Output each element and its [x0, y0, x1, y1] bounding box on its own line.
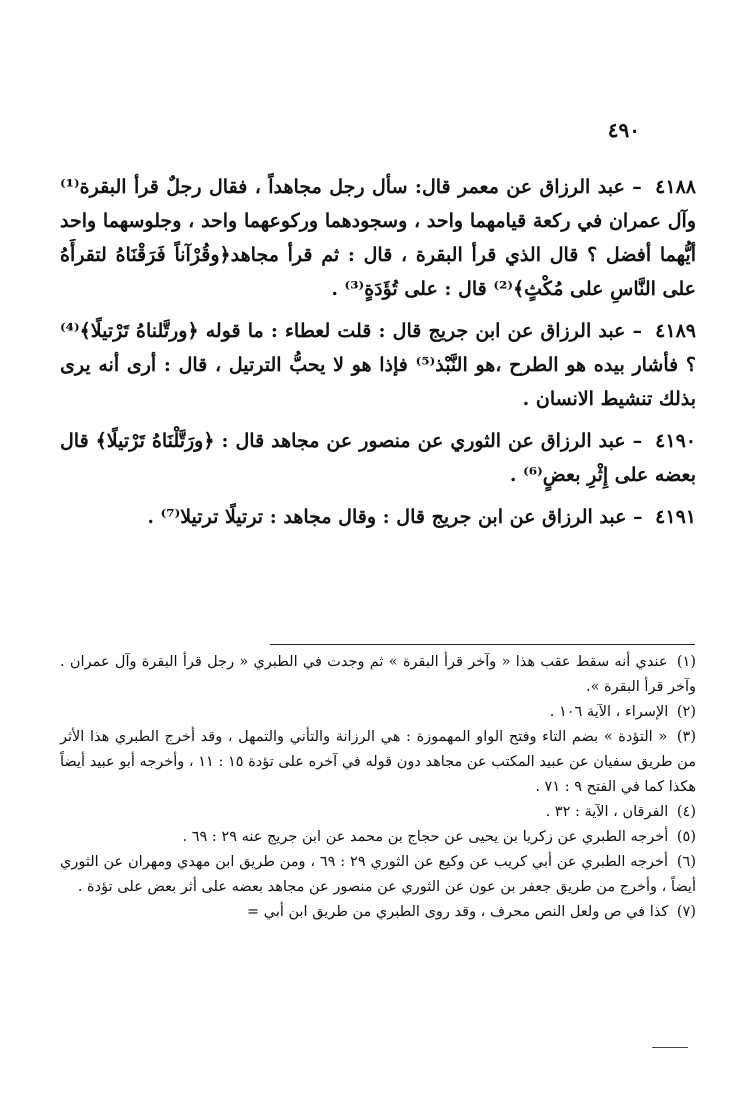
hadith-text: – عبد الرزاق عن ابن جريج قال : وقال مجاهد : ترتيلًا ترتيلا⁽⁷⁾ . [147, 506, 643, 528]
hadith-number: ٤١٩٠ [655, 430, 696, 452]
scan-mark [652, 1047, 688, 1048]
hadith-4189 [60, 314, 696, 416]
footnote-text: « التؤدة » بضم التاء وفتح الواو المهموزة : هي الرزانة والتأني والتمهل ، وقد أخرج الطبري هذا الأثر من طريق سفيان عن عبيد المكتب عن مجاهد دون قوله في آخره على تؤدة ١٥ : ١١ ، وأخرجه أبو عبيد أيضاً هكذا كما في الفتح ٩ : ٧١ . [60, 729, 696, 795]
footnote-text: الفرقان ، الآية : ٣٢ . [545, 804, 669, 820]
footnotes [60, 650, 696, 925]
footnote-divider [270, 644, 695, 645]
footnote-3 [60, 725, 696, 800]
footnote-number: (٦) [676, 854, 697, 870]
footnote-number: (١) [676, 654, 697, 670]
footnote-text: الإسراء ، الآية ١٠٦ . [549, 704, 669, 720]
hadith-number: ٤١٨٨ [655, 176, 696, 198]
footnote-text: عندي أنه سقط عقب هذا « وآخر قرأ البقرة » ثم وجدت في الطبري « رجل قرأ البقرة وآل عمران . وآخر قرأ البقرة ». [60, 654, 696, 695]
main-text [60, 170, 696, 542]
hadith-text: – عبد الرزاق عن معمر قال: سأل رجل مجاهداً ، فقال رجلٌ قرأ البقرة⁽¹⁾ وآل عمران في ركعة قيامهما واحد ، وسجودهما وركوعهما واحد ، وجلوسهما واحد أيُّهما أفضل ؟ قال الذي قرأ البقرة ، قال : ثم قرأ مجاهد﴿وقُرْآناً فَرَقْنَاهُ لتقرأَهُ على النَّاسِ على مُكْثٍ﴾⁽²⁾ قال : على تُؤَدَةٍ⁽³⁾ . [60, 176, 696, 300]
footnote-7 [60, 900, 696, 925]
hadith-4190 [60, 424, 696, 492]
hadith-4191 [60, 500, 696, 534]
hadith-text: – عبد الرزاق عن ابن جريج قال : قلت لعطاء : ما قوله ﴿ورتَّلناهُ تَرْتيلًا﴾⁽⁴⁾ ؟ فأشار بيده هو الطرح ،هو النَّبْذ⁽⁵⁾ فإذا هو لا يحبُّ الترتيل ، قال : أرى أنه يرى بذلك تنشيط الانسان . [60, 320, 696, 410]
footnote-6 [60, 850, 696, 900]
footnote-number: (٧) [676, 904, 696, 920]
footnote-number: (٢) [676, 704, 696, 720]
footnote-5 [60, 825, 696, 850]
hadith-text: – عبد الرزاق عن الثوري عن منصور عن مجاهد قال : ﴿ورَتَّلْنَاهُ تَرْتيلًا﴾ قال بعضه على إِثْرِ بعضٍ⁽⁶⁾ . [60, 430, 696, 486]
hadith-number: ٤١٨٩ [655, 320, 696, 342]
footnote-text: كذا في ص ولعل النص محرف ، وقد روى الطبري من طريق ابن أبي = [246, 904, 669, 920]
footnote-number: (٣) [676, 729, 696, 745]
footnote-text: أخرجه الطبري عن زكريا بن يحيى عن حجاج بن محمد عن ابن جريج عنه ٢٩ : ٦٩ . [182, 829, 669, 845]
hadith-4188 [60, 170, 696, 306]
footnote-number: (٤) [676, 804, 696, 820]
footnote-text: أخرجه الطبري عن أبي كريب عن وكيع عن الثوري ٢٩ : ٦٩ ، ومن طريق ابن مهدي ومهران عن الثوري أيضاً ، وأخرج من طريق جعفر بن عون عن الثوري عن منصور عن مجاهد بعضه على أثر بعض على تؤدة . [60, 854, 696, 895]
footnote-4 [60, 800, 696, 825]
hadith-number: ٤١٩١ [655, 506, 696, 528]
footnote-number: (٥) [676, 829, 696, 845]
page-number: ٤٩٠ [607, 118, 640, 142]
footnote-1 [60, 650, 696, 700]
footnote-2 [60, 700, 696, 725]
